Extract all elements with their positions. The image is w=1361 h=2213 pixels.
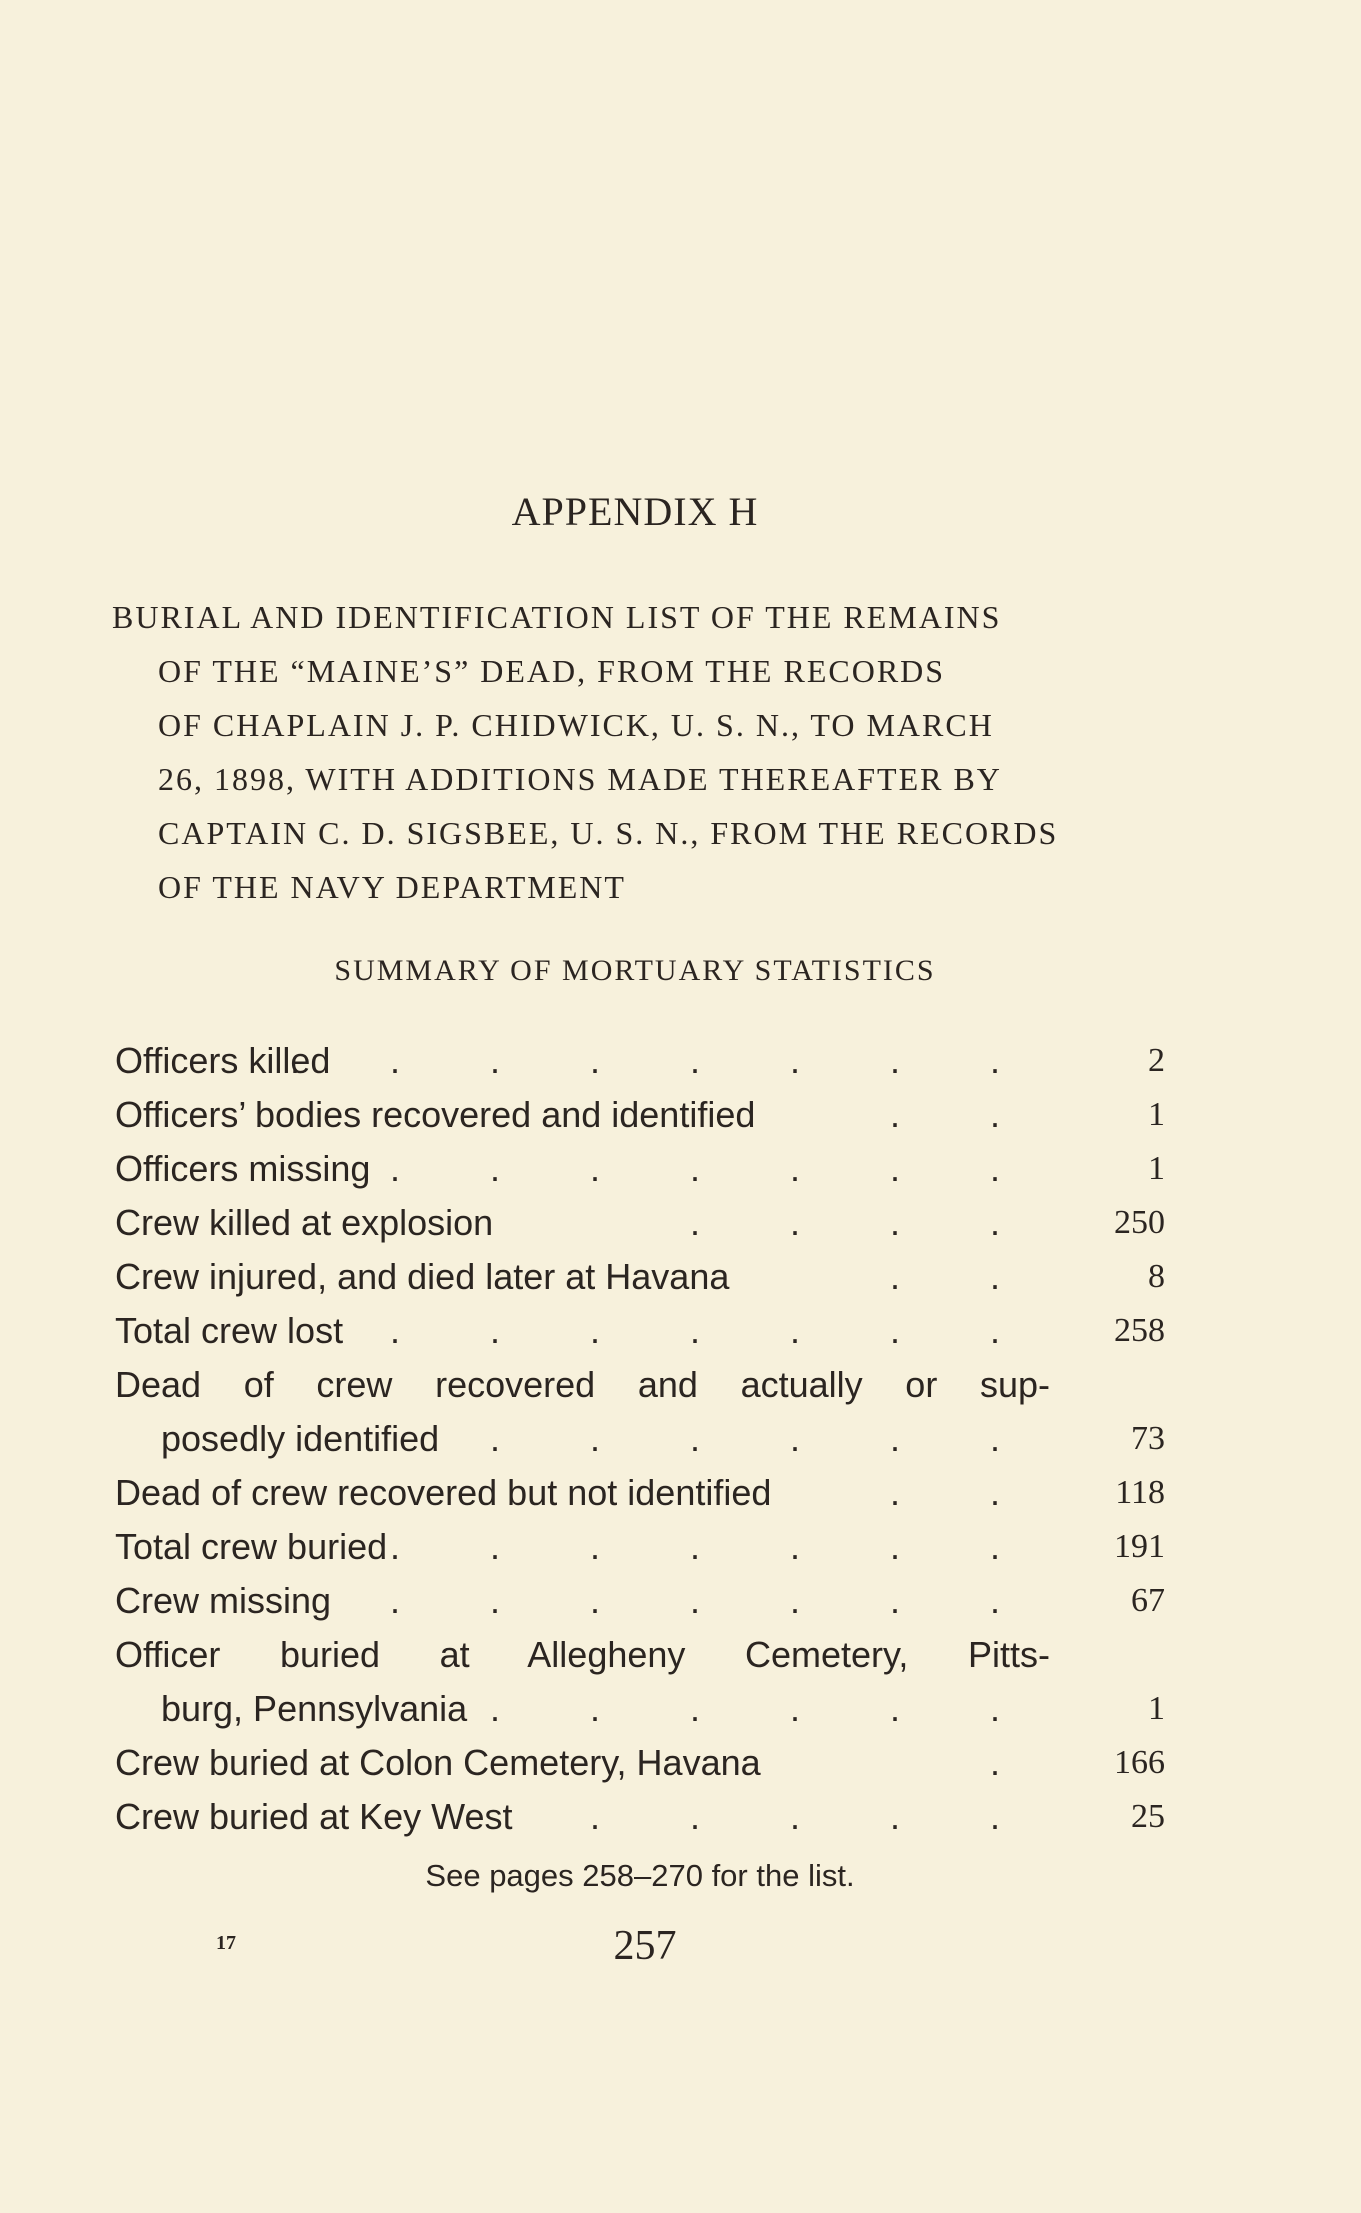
stat-value: 250 — [1114, 1204, 1165, 1241]
stat-label: posedly identified — [161, 1418, 440, 1459]
stat-label: Crew killed at explosion — [115, 1202, 494, 1243]
stat-value: 1 — [1148, 1096, 1165, 1133]
signature-mark: 17 — [216, 1932, 236, 1954]
stat-row — [115, 1412, 1165, 1466]
heading-line: BURIAL AND IDENTIFICATION LIST OF THE REMAINS — [112, 599, 1002, 635]
stat-label: Crew buried at Key West — [115, 1796, 513, 1837]
stat-label: Officers’ bodies recovered and identified — [115, 1094, 756, 1135]
stat-value: 73 — [1131, 1420, 1165, 1457]
stat-label: Dead of crew recovered but not identified — [115, 1472, 772, 1513]
heading-line: 26, 1898, WITH ADDITIONS MADE THEREAFTER BY — [158, 761, 1002, 797]
stat-row — [115, 1250, 1165, 1304]
stat-label: Crew missing — [115, 1580, 332, 1621]
stat-value: 191 — [1114, 1528, 1165, 1565]
leader-dots: . . . . . . . — [389, 1526, 1040, 1567]
stat-row — [115, 1358, 1165, 1412]
stat-label: Officer buried at Allegheny Cemetery, Pitts- — [115, 1634, 1050, 1675]
stat-value: 1 — [1148, 1690, 1165, 1727]
stat-value: 1 — [1148, 1150, 1165, 1187]
heading-line: OF CHAPLAIN J. P. CHIDWICK, U. S. N., TO MARCH — [158, 707, 994, 743]
leader-dots: . . . . — [689, 1202, 1040, 1243]
heading-line: CAPTAIN C. D. SIGSBEE, U. S. N., FROM THE RECORDS — [158, 815, 1059, 851]
stat-value: 2 — [1148, 1042, 1165, 1079]
stat-label: Officers missing — [115, 1148, 371, 1189]
page-number: 257 — [613, 1923, 677, 1969]
section-heading — [112, 590, 1172, 914]
leader-dots: . . — [889, 1094, 1040, 1135]
stat-value: 118 — [1115, 1474, 1165, 1511]
stat-label: Officers killed — [115, 1040, 331, 1081]
stat-row — [115, 1034, 1165, 1088]
mortuary-statistics-table — [115, 1034, 1165, 1844]
stat-label: Total crew lost — [115, 1310, 344, 1351]
stat-row — [115, 1304, 1165, 1358]
leader-dots: . . . . . . . . — [289, 1040, 1040, 1081]
heading-line: OF THE “MAINE’S” DEAD, FROM THE RECORDS — [158, 653, 946, 689]
stat-label: Total crew buried — [115, 1526, 388, 1567]
stat-value: 166 — [1114, 1744, 1165, 1781]
leader-dots: . . . . . — [589, 1796, 1040, 1837]
stat-label: burg, Pennsylvania — [161, 1688, 468, 1729]
stat-row — [115, 1520, 1165, 1574]
stat-row — [115, 1628, 1165, 1682]
stat-label: Dead of crew recovered and actually or sup- — [115, 1364, 1050, 1405]
leader-dots: . . . . . . — [489, 1418, 1040, 1459]
appendix-title: APPENDIX H — [511, 489, 759, 534]
stat-value: 8 — [1148, 1258, 1165, 1295]
leader-dots: . . . . . . — [489, 1688, 1040, 1729]
stat-row — [115, 1142, 1165, 1196]
stat-label: Crew injured, and died later at Havana — [115, 1256, 730, 1297]
stat-row — [115, 1088, 1165, 1142]
stat-row — [115, 1574, 1165, 1628]
stat-value: 25 — [1131, 1798, 1165, 1835]
leader-dots: . — [989, 1742, 1040, 1783]
leader-dots: . . . . . . . . — [289, 1580, 1040, 1621]
stat-value: 258 — [1114, 1312, 1165, 1349]
see-pages-note: See pages 258–270 for the list. — [425, 1858, 855, 1893]
stat-label: Crew buried at Colon Cemetery, Havana — [115, 1742, 761, 1783]
stat-value: 67 — [1131, 1582, 1165, 1619]
stat-row — [115, 1196, 1165, 1250]
leader-dots: . . — [889, 1256, 1040, 1297]
stat-row — [115, 1790, 1165, 1844]
summary-subheading: SUMMARY OF MORTUARY STATISTICS — [334, 954, 936, 987]
heading-line: OF THE NAVY DEPARTMENT — [158, 869, 626, 905]
stat-row — [115, 1466, 1165, 1520]
leader-dots: . . — [889, 1472, 1040, 1513]
leader-dots: . . . . . . . — [389, 1148, 1040, 1189]
leader-dots: . . . . . . . — [389, 1310, 1040, 1351]
stat-row — [115, 1736, 1165, 1790]
stat-row — [115, 1682, 1165, 1736]
